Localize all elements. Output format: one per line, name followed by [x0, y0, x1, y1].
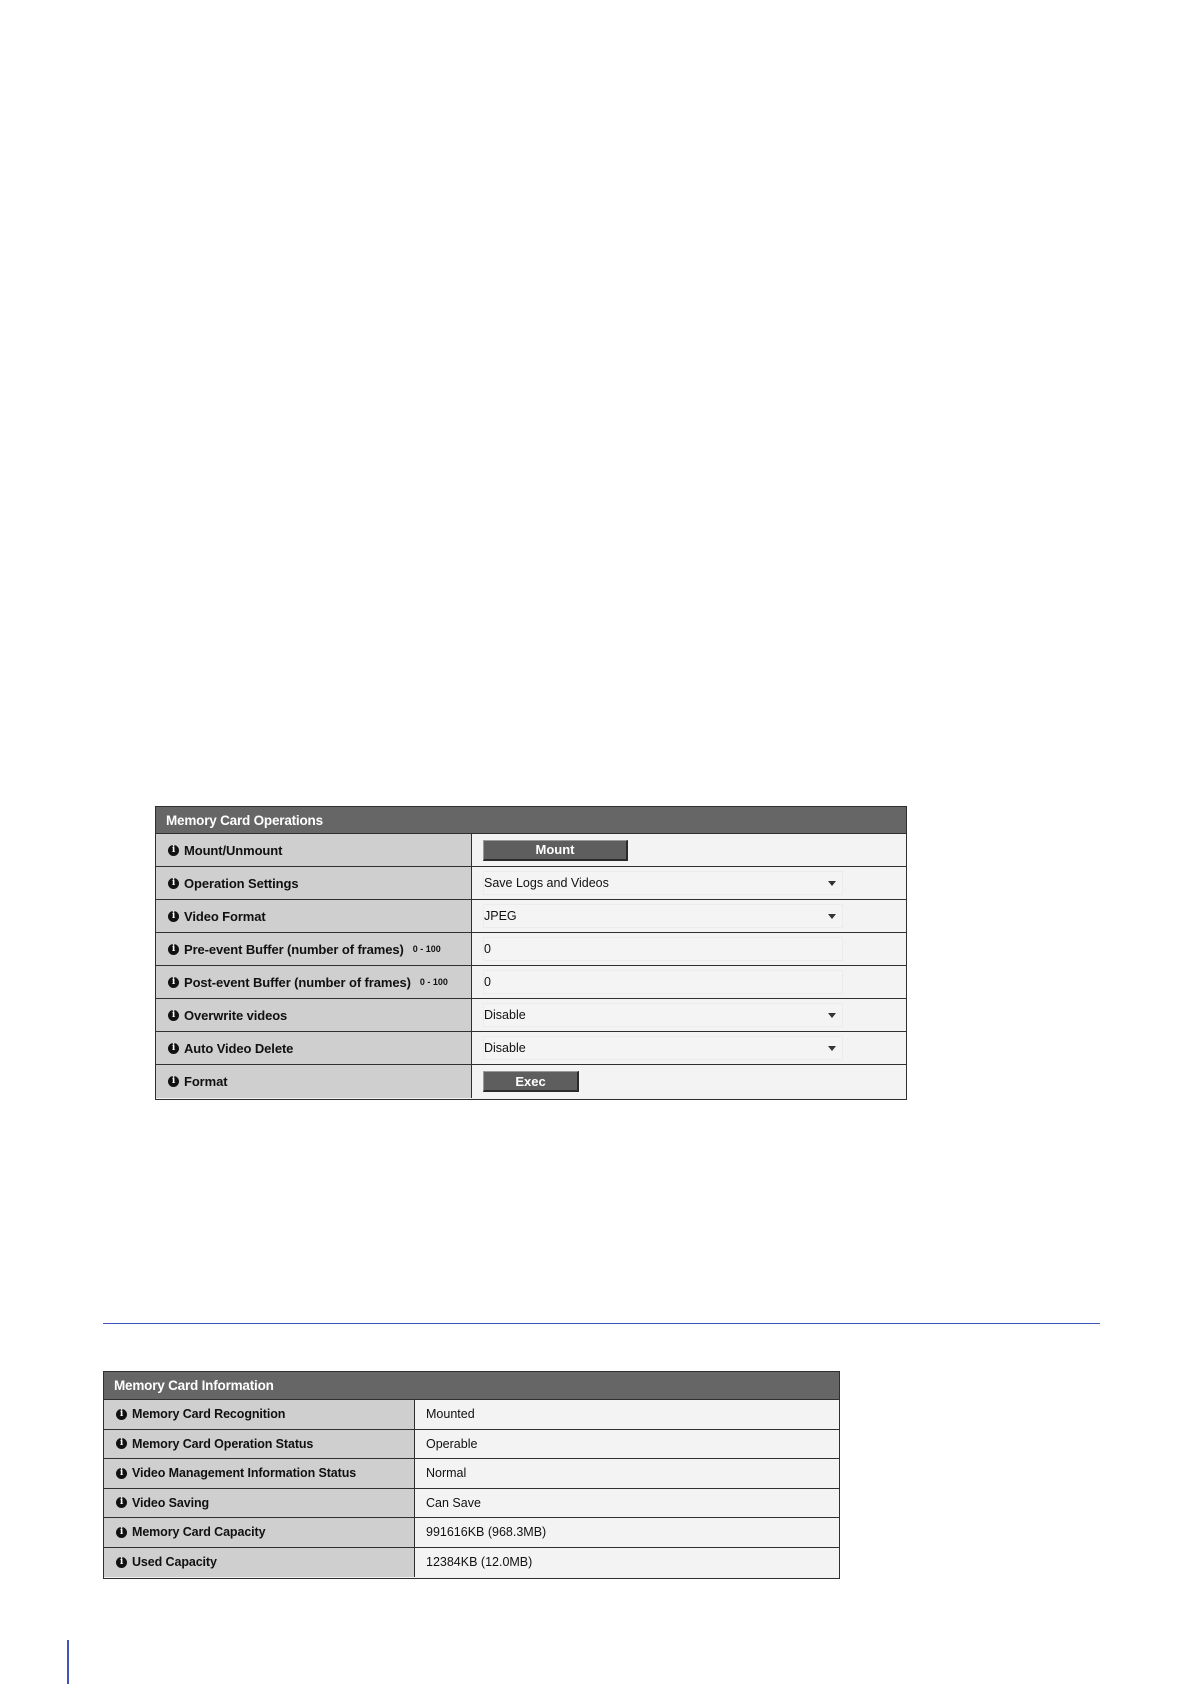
info-icon[interactable]: i: [168, 1076, 179, 1087]
info-icon[interactable]: i: [168, 911, 179, 922]
row-video-saving: [104, 1489, 839, 1519]
pre-event-buffer-input[interactable]: [483, 937, 843, 961]
info-icon[interactable]: i: [116, 1409, 127, 1420]
row-label: [104, 1400, 415, 1429]
row-value: [472, 966, 906, 998]
panel-title: Memory Card Operations: [156, 807, 906, 834]
row-label: [156, 999, 472, 1031]
row-label: [156, 933, 472, 965]
memory-card-operation-status-value: Operable: [415, 1430, 839, 1459]
row-format: [156, 1065, 906, 1098]
overwrite-videos-select[interactable]: [483, 1003, 843, 1027]
section-divider: [103, 1323, 1100, 1324]
overwrite-videos-label: Overwrite videos: [184, 1007, 288, 1023]
row-video-format: [156, 900, 906, 933]
input-value: 0: [484, 975, 491, 989]
info-icon[interactable]: i: [168, 977, 179, 988]
memory-card-information-panel: [103, 1371, 840, 1579]
info-icon[interactable]: i: [168, 1043, 179, 1054]
info-icon[interactable]: i: [116, 1438, 127, 1449]
video-format-select[interactable]: [483, 904, 843, 928]
row-operation-settings: [156, 867, 906, 900]
info-icon[interactable]: i: [116, 1527, 127, 1538]
row-label: [156, 867, 472, 899]
row-used-capacity: [104, 1548, 839, 1578]
post-event-buffer-input[interactable]: [483, 970, 843, 994]
info-icon[interactable]: i: [168, 1010, 179, 1021]
post-event-buffer-label: Post-event Buffer (number of frames): [184, 974, 411, 990]
page-margin-bar: [67, 1640, 69, 1684]
exec-button[interactable]: Exec: [483, 1071, 579, 1092]
row-value: [472, 1032, 906, 1064]
info-icon[interactable]: i: [116, 1557, 127, 1568]
info-icon[interactable]: i: [168, 845, 179, 856]
select-value: Save Logs and Videos: [484, 876, 609, 890]
memory-card-recognition-value: Mounted: [415, 1400, 839, 1429]
auto-video-delete-label: Auto Video Delete: [184, 1040, 294, 1056]
row-label: [156, 1065, 472, 1098]
row-label: [104, 1430, 415, 1459]
row-overwrite-videos: [156, 999, 906, 1032]
info-icon[interactable]: i: [116, 1497, 127, 1508]
operation-settings-select[interactable]: [483, 871, 843, 895]
panel-title: Memory Card Information: [104, 1372, 839, 1400]
memory-card-operation-status-label: Memory Card Operation Status: [132, 1436, 314, 1451]
info-icon[interactable]: i: [168, 944, 179, 955]
row-label: [104, 1548, 415, 1578]
row-memory-card-recognition: [104, 1400, 839, 1430]
chevron-down-icon: [828, 1013, 836, 1018]
row-memory-card-operation-status: [104, 1430, 839, 1460]
video-saving-label: Video Saving: [132, 1495, 210, 1510]
row-value: [472, 1065, 906, 1098]
chevron-down-icon: [828, 914, 836, 919]
select-value: JPEG: [484, 909, 517, 923]
format-label: Format: [184, 1074, 228, 1089]
used-capacity-value: 12384KB (12.0MB): [415, 1548, 839, 1578]
row-value: [472, 834, 906, 866]
memory-card-recognition-label: Memory Card Recognition: [132, 1407, 286, 1422]
used-capacity-label: Used Capacity: [132, 1555, 217, 1570]
video-management-information-status-value: Normal: [415, 1459, 839, 1488]
video-management-information-status-label: Video Management Information Status: [132, 1466, 357, 1481]
memory-card-capacity-value: 991616KB (968.3MB): [415, 1518, 839, 1547]
select-value: Disable: [484, 1041, 526, 1055]
row-value: [472, 933, 906, 965]
row-value: [472, 867, 906, 899]
input-value: 0: [484, 942, 491, 956]
operation-settings-label: Operation Settings: [184, 875, 299, 891]
row-label: [156, 900, 472, 932]
row-memory-card-capacity: [104, 1518, 839, 1548]
info-icon[interactable]: i: [116, 1468, 127, 1479]
row-label: [156, 966, 472, 998]
row-label: [104, 1459, 415, 1488]
row-label: [104, 1489, 415, 1518]
row-pre-event-buffer: [156, 933, 906, 966]
row-value: [472, 900, 906, 932]
range-hint: 0 - 100: [419, 977, 448, 987]
mount-button[interactable]: Mount: [483, 840, 628, 861]
video-format-label: Video Format: [184, 908, 266, 924]
video-saving-value: Can Save: [415, 1489, 839, 1518]
memory-card-capacity-label: Memory Card Capacity: [132, 1525, 266, 1540]
info-icon[interactable]: i: [168, 878, 179, 889]
select-value: Disable: [484, 1008, 526, 1022]
row-label: [104, 1518, 415, 1547]
row-video-management-information-status: [104, 1459, 839, 1489]
chevron-down-icon: [828, 1046, 836, 1051]
pre-event-buffer-label: Pre-event Buffer (number of frames): [184, 941, 404, 957]
row-auto-video-delete: [156, 1032, 906, 1065]
chevron-down-icon: [828, 881, 836, 886]
row-post-event-buffer: [156, 966, 906, 999]
range-hint: 0 - 100: [412, 944, 441, 954]
row-value: [472, 999, 906, 1031]
row-label: [156, 834, 472, 866]
memory-card-operations-panel: [155, 806, 907, 1100]
row-mount-unmount: [156, 834, 906, 867]
row-label: [156, 1032, 472, 1064]
auto-video-delete-select[interactable]: [483, 1036, 843, 1060]
mount-unmount-label: Mount/Unmount: [184, 842, 283, 858]
